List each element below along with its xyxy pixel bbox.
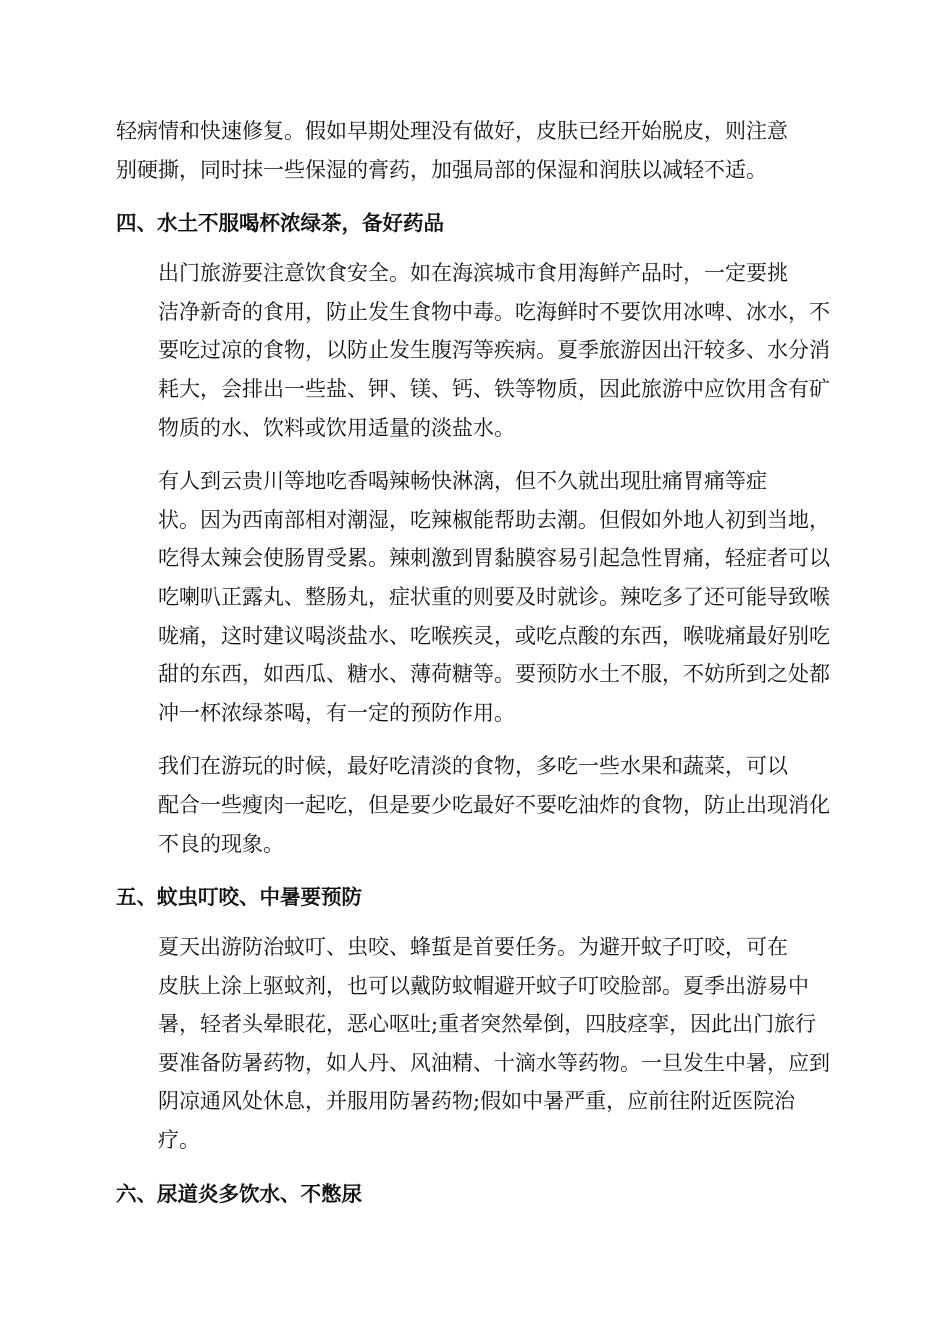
- section-heading-5: 五、蚊虫叮咬、中暑要预防: [116, 885, 362, 910]
- text-line: 吃喇叭正露丸、整肠丸，症状重的则要及时就诊。辣吃多了还可能导致喉: [158, 584, 830, 609]
- text-line: 状。因为西南部相对潮湿，吃辣椒能帮助去潮。但假如外地人初到当地，: [158, 507, 830, 532]
- text-line: 疗。: [158, 1128, 200, 1153]
- text-line: 有人到云贵川等地吃香喝辣畅快淋漓，但不久就出现肚痛胃痛等症: [158, 469, 767, 494]
- text-line: 咙痛，这时建议喝淡盐水、吃喉疾灵，或吃点酸的东西，喉咙痛最好别吃: [158, 623, 830, 648]
- paragraph-insects-heatstroke: [116, 928, 832, 1160]
- text-line: 轻病情和快速修复。假如早期处理没有做好，皮肤已经开始脱皮，则注意: [116, 119, 788, 143]
- text-line: 我们在游玩的时候，最好吃清淡的食物，多吃一些水果和蔬菜，可以: [158, 754, 788, 779]
- paragraph-spicy-food: [116, 462, 832, 732]
- text-line: 要准备防暑药物，如人丹、风油精、十滴水等药物。一旦发生中暑，应到: [158, 1050, 830, 1075]
- text-line: 暑，轻者头晕眼花，恶心呕吐;重者突然晕倒，四肢痉挛，因此出门旅行: [158, 1012, 817, 1037]
- section-heading-6: 六、尿道炎多饮水、不憋尿: [116, 1181, 362, 1206]
- text-line: 不良的现象。: [158, 831, 284, 856]
- text-line: 吃得太辣会使肠胃受累。辣刺激到胃黏膜容易引起急性胃痛，轻症者可以: [158, 546, 830, 571]
- paragraph-light-diet: [116, 747, 832, 863]
- text-line: 要吃过凉的食物，以防止发生腹泻等疾病。夏季旅游因出汗较多、水分消: [158, 338, 830, 363]
- text-line: 别硬撕，同时抹一些保湿的膏药，加强局部的保湿和润肤以减轻不适。: [116, 157, 767, 182]
- text-line: 配合一些瘦肉一起吃，但是要少吃最好不要吃油炸的食物，防止出现消化: [158, 792, 830, 817]
- text-line: 甜的东西，如西瓜、糖水、薄荷糖等。要预防水土不服，不妨所到之处都: [158, 662, 830, 687]
- text-line: 冲一杯浓绿茶喝，有一定的预防作用。: [158, 700, 515, 725]
- document-page: [116, 112, 832, 1213]
- text-line: 物质的水、饮料或饮用适量的淡盐水。: [158, 415, 515, 440]
- paragraph-food-safety: [116, 254, 832, 447]
- text-line: 出门旅游要注意饮食安全。如在海滨城市食用海鲜产品时，一定要挑: [158, 261, 788, 286]
- section-heading-4: 四、水土不服喝杯浓绿茶，备好药品: [116, 211, 444, 236]
- paragraph-skin-care: [116, 112, 832, 189]
- text-line: 洁净新奇的食用，防止发生食物中毒。吃海鲜时不要饮用冰啤、冰水，不: [158, 299, 830, 324]
- text-line: 阴凉通风处休息，并服用防暑药物;假如中暑严重，应前往附近医院治: [158, 1089, 796, 1114]
- text-line: 耗大，会排出一些盐、钾、镁、钙、铁等物质，因此旅游中应饮用含有矿: [158, 376, 830, 401]
- text-line: 皮肤上涂上驱蚊剂，也可以戴防蚊帽避开蚊子叮咬脸部。夏季出游易中: [158, 973, 809, 998]
- text-line: 夏天出游防治蚊叮、虫咬、蜂蜇是首要任务。为避开蚊子叮咬，可在: [158, 935, 788, 960]
